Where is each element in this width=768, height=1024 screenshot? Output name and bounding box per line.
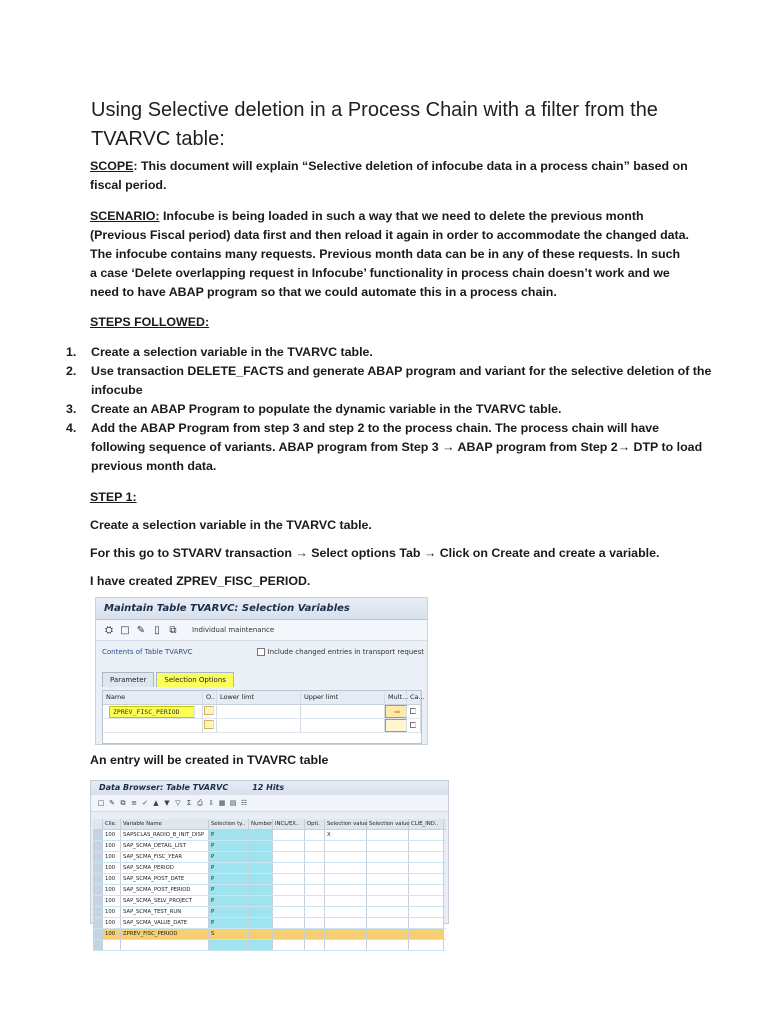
- step-text: Create a selection variable in the TVARVC table.: [91, 345, 373, 359]
- step-text: Use transaction DELETE_FACTS and generate ABAP program and variant for the selective deletion of the infocube: [91, 364, 712, 397]
- new-icon: □: [97, 799, 105, 807]
- table-cell: SAP_SCMA_POST_DATE: [121, 874, 209, 884]
- table-cell: [367, 874, 409, 884]
- scope-text: : This document will explain “Selective deletion of infocube data in a process chain” based on fiscal period.: [90, 159, 688, 192]
- table-cell: [249, 918, 273, 928]
- table-row: [93, 863, 446, 874]
- table-cell: [325, 918, 367, 928]
- sap2-table-header: [93, 819, 446, 830]
- table-cell: [273, 874, 305, 884]
- table-cell: S: [209, 929, 249, 939]
- table-row: [93, 918, 446, 929]
- table-row: [93, 841, 446, 852]
- table-cell: [249, 874, 273, 884]
- step-number: 2.: [66, 364, 77, 378]
- check-icon: ✓: [142, 799, 148, 807]
- col-o: O..: [203, 691, 217, 704]
- table-cell: [249, 896, 273, 906]
- export-icon: ⇩: [208, 799, 214, 807]
- table-cell: [305, 852, 325, 862]
- column-header: INCL/EX..: [273, 819, 305, 829]
- table-cell: SAP_SCMA_FISC_YEAR: [121, 852, 209, 862]
- step-item: [66, 419, 716, 476]
- table-cell: [409, 874, 444, 884]
- row-selector: [93, 852, 103, 862]
- table-cell: SAP_SCMA_PERIOD: [121, 863, 209, 873]
- table-cell: [367, 907, 409, 917]
- table-cell: [325, 863, 367, 873]
- table-cell: [409, 841, 444, 851]
- col-lower-limit: Lower limt: [217, 691, 301, 704]
- layout-icon: ▦: [218, 799, 226, 807]
- sap1-toolbar-text: Individual maintenance: [192, 626, 275, 634]
- table-cell: [273, 852, 305, 862]
- step-text: Add the ABAP Program from step 3 and step 2 to the process chain. The process chain will have following sequence of variants. ABAP program from Step 3 → ABAP program from Step 2→ DTP to load previous month data.: [91, 421, 703, 473]
- table-cell: P: [209, 852, 249, 862]
- step-item: [66, 362, 716, 400]
- sap1-transport-checkbox: [257, 648, 265, 656]
- table-cell: 100: [103, 929, 121, 939]
- table-cell: [273, 918, 305, 928]
- table-cell: SAP_SCMA_TEST_RUN: [121, 907, 209, 917]
- col-upper-limit: Upper limt: [301, 691, 385, 704]
- row-selector: [93, 907, 103, 917]
- table-cell: [325, 907, 367, 917]
- sap2-hits: 12 Hits: [252, 783, 285, 792]
- table-row: [93, 907, 446, 918]
- pencil-icon: ✎: [136, 624, 146, 636]
- row-selector: [93, 929, 103, 939]
- table-cell: [409, 896, 444, 906]
- sap1-contents-row: [96, 641, 427, 663]
- copy-icon: ⧉: [169, 624, 177, 636]
- table-cell: [325, 874, 367, 884]
- table-cell: [273, 841, 305, 851]
- row-selector: [93, 841, 103, 851]
- table-cell: [409, 830, 444, 840]
- table-cell: [409, 907, 444, 917]
- table-cell: P: [209, 907, 249, 917]
- table-cell: [249, 841, 273, 851]
- table-cell: 100: [103, 907, 121, 917]
- print-icon: ⎙: [197, 798, 203, 807]
- sap-data-browser-screenshot: [90, 780, 449, 937]
- col-name: Name: [103, 691, 203, 704]
- column-header: Selection value: [369, 821, 410, 827]
- table-cell: [409, 863, 444, 873]
- sap1-title: Maintain Table TVARVC: Selection Variables: [96, 598, 427, 620]
- table-cell: 100: [103, 830, 121, 840]
- row-selector: [93, 940, 103, 950]
- table-row: [93, 852, 446, 863]
- table-cell: [103, 940, 121, 950]
- row-selector: [93, 830, 103, 840]
- table-cell: [305, 896, 325, 906]
- table-cell: 100: [103, 852, 121, 862]
- table-cell: [249, 885, 273, 895]
- table-row: [93, 885, 446, 896]
- table-cell: 100: [103, 874, 121, 884]
- grid-icon: ▤: [229, 799, 237, 807]
- sap2-title: Data Browser: Table TVARVC: [99, 783, 229, 792]
- table-cell: 100: [103, 896, 121, 906]
- table-cell: P: [209, 863, 249, 873]
- table-cell: P: [209, 830, 249, 840]
- step1-line2: For this go to STVARV transaction → Select options Tab → Click on Create and create a variable.: [90, 546, 660, 560]
- sum-icon: Σ: [186, 799, 192, 807]
- table-cell: P: [209, 874, 249, 884]
- column-header: Selection ty..: [209, 819, 249, 829]
- table-row: [93, 874, 446, 885]
- table-row: [93, 830, 446, 841]
- step-number: 4.: [66, 421, 77, 435]
- table-cell: 100: [103, 841, 121, 851]
- table-cell: [273, 940, 305, 950]
- glasses-icon: ⛭: [105, 624, 113, 636]
- table-cell: [305, 874, 325, 884]
- table-cell: [367, 863, 409, 873]
- sap1-toolbar: [96, 620, 427, 641]
- table-row: [93, 896, 446, 907]
- sort-desc-icon: ▼: [164, 799, 170, 807]
- table-cell: P: [209, 885, 249, 895]
- table-cell: [409, 852, 444, 862]
- table-cell: [409, 918, 444, 928]
- filter-icon: ▽: [175, 799, 181, 807]
- scenario-text: Infocube is being loaded in such a way that we need to delete the previous month (Previous Fiscal period) data first and then reload it again in order to accommodate the changed data. The infocube contains many requests. Previous month data can be in any of these requests. In such a case ‘Delete overlapping request in Infocube’ functionality in process chain doesn’t work and we need to have ABAP program so that we could automate this in a process chain.: [90, 209, 689, 299]
- step-text: Create an ABAP Program to populate the dynamic variable in the TVARVC table.: [91, 402, 562, 416]
- table-cell: [249, 940, 273, 950]
- table-cell: [273, 907, 305, 917]
- table-cell: [273, 863, 305, 873]
- table-cell: [367, 852, 409, 862]
- table-cell: [325, 885, 367, 895]
- table-cell: [367, 830, 409, 840]
- table-cell: [367, 885, 409, 895]
- table-cell: [305, 830, 325, 840]
- multiple-selection-arrow-icon: ⇨: [385, 705, 407, 718]
- table-cell: SAP_SCMA_SELV_PROJECT: [121, 896, 209, 906]
- table-cell: [273, 896, 305, 906]
- sort-asc-icon: ▲: [153, 799, 159, 807]
- table-cell: [325, 852, 367, 862]
- table-cell: [249, 863, 273, 873]
- table-row: [93, 940, 446, 951]
- tab-selection-options: Selection Options: [156, 672, 234, 687]
- table-cell: P: [209, 896, 249, 906]
- table-cell: SAPSCLAS_RADIO_B_INIT_DISP: [121, 830, 209, 840]
- table-cell: [249, 929, 273, 939]
- table-cell: [305, 918, 325, 928]
- scope-paragraph: [90, 157, 690, 195]
- sap-maintain-tvarvc-screenshot: [95, 597, 428, 745]
- column-header: Opti.: [305, 819, 325, 829]
- row-selector: [93, 918, 103, 928]
- table-cell: [325, 929, 367, 939]
- sap2-title-bar: [91, 781, 448, 795]
- scope-label: SCOPE: [90, 159, 134, 173]
- column-header: Clie.: [103, 819, 121, 829]
- table-cell: [305, 940, 325, 950]
- table-cell: [249, 830, 273, 840]
- scenario-paragraph: [90, 207, 690, 302]
- column-header: [93, 819, 103, 829]
- sap2-toolbar: [91, 795, 448, 812]
- sap1-grid-header: [103, 691, 425, 705]
- table-cell: P: [209, 841, 249, 851]
- col-ca: Ca...: [407, 691, 421, 704]
- sap1-tabs: [102, 672, 234, 687]
- row-selector: [93, 896, 103, 906]
- table-cell: [305, 885, 325, 895]
- table-cell: [409, 940, 444, 950]
- table-cell: X: [325, 830, 367, 840]
- steps-heading: STEPS FOLLOWED:: [90, 315, 210, 329]
- table-cell: [325, 940, 367, 950]
- sap1-checkbox-label: Include changed entries in transport request: [267, 648, 424, 656]
- row-selector: [93, 874, 103, 884]
- table-cell: [249, 852, 273, 862]
- table-cell: [121, 940, 209, 950]
- step-number: 3.: [66, 402, 77, 416]
- table-cell: [409, 885, 444, 895]
- scenario-label: SCENARIO:: [90, 209, 160, 223]
- step-item: [66, 400, 716, 419]
- table-cell: [367, 918, 409, 928]
- table-cell: [273, 830, 305, 840]
- copy-icon: ⧉: [120, 798, 126, 807]
- table-cell: 100: [103, 918, 121, 928]
- table-cell: [305, 841, 325, 851]
- step-item: [66, 343, 716, 362]
- document-title: Using Selective deletion in a Process Chain with a filter from the TVARVC table:: [91, 99, 658, 150]
- column-header: Variable Name: [121, 819, 209, 829]
- table-cell: [305, 929, 325, 939]
- step1-line3: I have created ZPREV_FISC_PERIOD.: [90, 574, 311, 588]
- sap2-table: [93, 819, 446, 951]
- table-cell: [367, 841, 409, 851]
- table-cell: [273, 929, 305, 939]
- sap1-grid: [102, 690, 425, 744]
- table-cell: [249, 907, 273, 917]
- column-header: Number: [251, 821, 273, 827]
- table-cell: [367, 896, 409, 906]
- step1-line1: Create a selection variable in the TVARVC table.: [90, 518, 372, 532]
- chart-icon: ☷: [240, 799, 248, 807]
- table-cell: SAP_SCMA_VALUE_DATE: [121, 918, 209, 928]
- table-row: [93, 929, 446, 940]
- table-cell: [367, 929, 409, 939]
- row-selector: [93, 885, 103, 895]
- step1-heading: STEP 1:: [90, 490, 137, 504]
- sap1-grid-row: [103, 705, 421, 719]
- variable-name-cell: ZPREV_FISC_PERIOD: [109, 706, 195, 718]
- row-selector: [93, 863, 103, 873]
- new-document-icon: □: [120, 624, 130, 636]
- sap1-grid-row-empty: [103, 719, 421, 733]
- table-cell: [325, 896, 367, 906]
- col-mult: Mult...: [385, 691, 407, 704]
- tab-parameter: Parameter: [102, 672, 154, 687]
- step-number: 1.: [66, 345, 77, 359]
- pencil-icon: ✎: [109, 799, 115, 807]
- details-icon: ≡: [131, 799, 137, 807]
- table-cell: [305, 863, 325, 873]
- table-cell: [325, 841, 367, 851]
- sap1-contents-label: Contents of Table TVARVC: [102, 648, 193, 656]
- table-cell: [305, 907, 325, 917]
- table-cell: ZPREV_FISC_PERIOD: [121, 929, 209, 939]
- table-cell: 100: [103, 885, 121, 895]
- entry-created-line: An entry will be created in TVAVRC table: [90, 753, 329, 767]
- trash-icon: ▯: [154, 624, 160, 636]
- table-cell: SAP_SCMA_POST_PERIOD: [121, 885, 209, 895]
- column-header: CLIE_IND..: [409, 819, 444, 829]
- table-cell: P: [209, 918, 249, 928]
- table-cell: [209, 940, 249, 950]
- table-cell: [273, 885, 305, 895]
- table-cell: SAP_SCMA_DETAIL_LIST: [121, 841, 209, 851]
- table-cell: [367, 940, 409, 950]
- table-cell: [409, 929, 444, 939]
- column-header: Selection value: [327, 821, 368, 827]
- table-cell: 100: [103, 863, 121, 873]
